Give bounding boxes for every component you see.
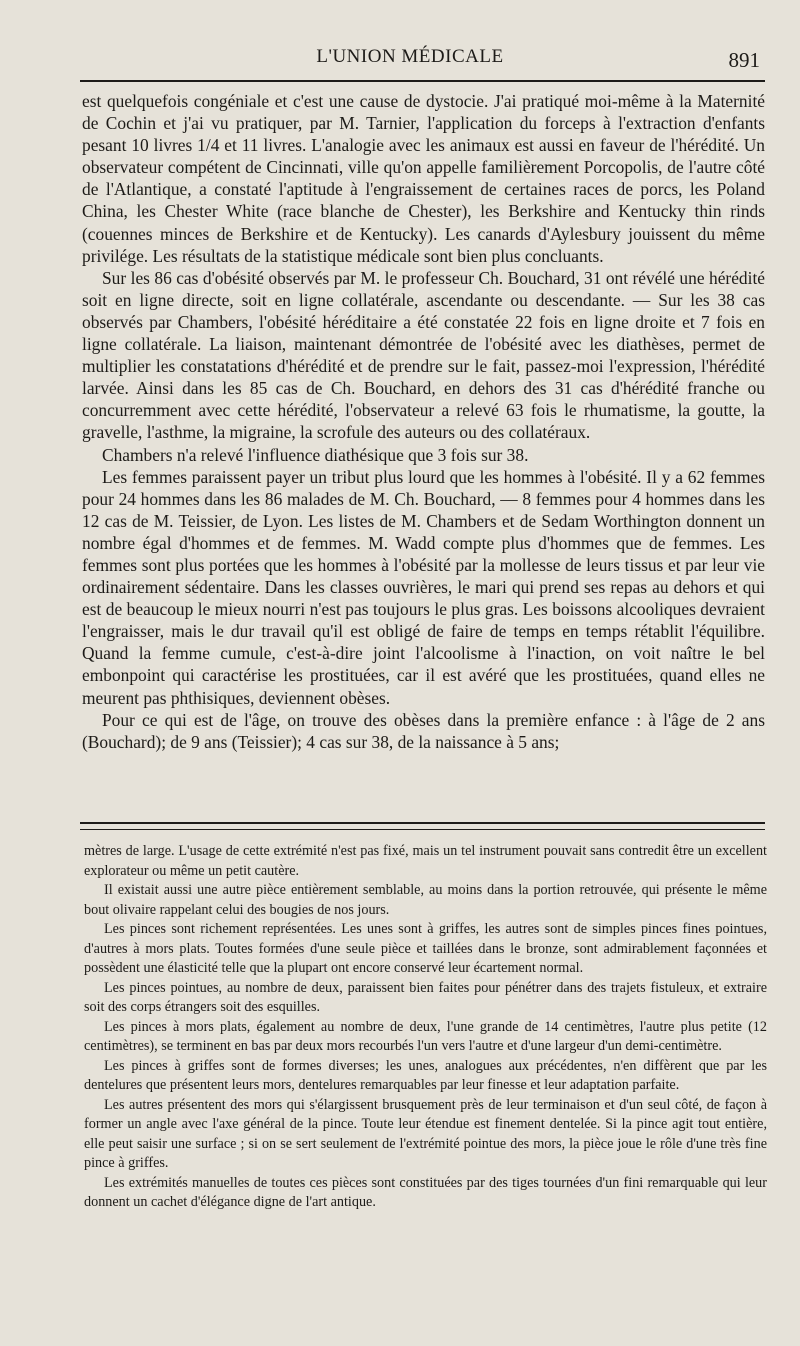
note-paragraph-7: Les autres présentent des mors qui s'élargissent brusquement près de leur terminaison et d'un seul côté, de façon à former un angle avec l'axe général de la pince. Toute leur étendue est finement dentelée. Si la pince agit tout entière, elle peut saisir une surface ; si on se sert seulement de l'extrémité pointue des mors, la pièce joue le rôle d'une très fine pince à griffes. xyxy=(84,1096,767,1171)
running-header-title: L'UNION MÉDICALE xyxy=(316,46,504,67)
main-paragraph-2: Sur les 86 cas d'obésité observés par M. le professeur Ch. Bouchard, 31 ont révélé une hérédité soit en ligne directe, soit en ligne collatérale, ascendante ou descendante. — Sur les 38 cas observés par Chambers, l'obésité héréditaire a été constatée 22 fois en ligne droite et 7 fois en ligne collatérale. La liaison, maintenant démontrée de l'obésité avec les diathèses, permet de multiplier les constatations d'hérédité et de prendre sur le fait, passez-moi l'expression, l'hérédité larvée. Ainsi dans les 85 cas de Ch. Bouchard, en dehors des 31 cas d'hérédité franche ou concurremment avec cette hérédité, l'observateur a relevé 63 fois le rhumatisme, la goutte, la gravelle, l'asthme, la migraine, la scrofule des auteurs ou des collatéraux. xyxy=(82,267,765,443)
note-paragraph-1: mètres de large. L'usage de cette extrémité n'est pas fixé, mais un tel instrument pouvait sans contredit être un excellent explorateur ou même un petit cautère. xyxy=(84,843,767,879)
header-rule xyxy=(80,80,765,82)
footnote-separator-thin-rule xyxy=(80,829,765,830)
footnote-text-column xyxy=(84,842,767,1213)
main-text-column xyxy=(82,90,765,753)
note-paragraph-2: Il existait aussi une autre pièce entièrement semblable, au moins dans la portion retrouvée, qui présente le même bout olivaire rappelant celui des bougies de nos jours. xyxy=(84,882,767,918)
note-paragraph-3: Les pinces sont richement représentées. Les unes sont à griffes, les autres sont de simples pinces fines pointues, d'autres à mors plats. Toutes formées d'une seule pièce et taillées dans le bronze, sont admirablement façonnées et possèdent une élasticité telle que la plupart ont encore conservé leur écartement normal. xyxy=(84,921,767,976)
note-paragraph-6: Les pinces à griffes sont de formes diverses; les unes, analogues aux précédentes, n'en diffèrent que par les dentelures que présentent leurs mors, dentelures remarquables par leur finesse et leur adaptation parfaite. xyxy=(84,1057,767,1093)
main-paragraph-1: est quelquefois congéniale et c'est une cause de dystocie. J'ai pratiqué moi-même à la Maternité de Cochin et j'ai vu pratiquer, par M. Tarnier, l'application du forceps à l'extraction d'enfants pesant 10 livres 1/4 et 11 livres. L'analogie avec les animaux est aussi en faveur de l'hérédité. Un observateur compétent de Cincinnati, ville qu'on appelle familièrement Porcopolis, de l'autre côté de l'Atlantique, a constaté l'aptitude à l'engraissement de certaines races de porcs, les Poland China, les Chester White (race blanche de Chester), les Berkshire and Kentucky thin rinds (couennes minces de Berkshire et de Kentucky). Les canards d'Aylesbury jouissent du même privilége. Les résultats de la statistique médicale sont bien plus concluants. xyxy=(82,91,765,266)
main-paragraph-3: Chambers n'a relevé l'influence diathésique que 3 fois sur 38. xyxy=(102,444,529,465)
footnote-separator-rule xyxy=(80,822,765,824)
main-paragraph-5: Pour ce qui est de l'âge, on trouve des obèses dans la première enfance : à l'âge de 2 ans (Bouchard); de 9 ans (Teissier); 4 cas sur 38, de la naissance à 5 ans; xyxy=(82,709,765,752)
page-number: 891 xyxy=(728,48,760,72)
note-paragraph-8: Les extrémités manuelles de toutes ces pièces sont constituées par des tiges tournées d'un fini remarquable qui leur donnent un cachet d'élégance digne de l'art antique. xyxy=(84,1174,767,1210)
note-paragraph-4: Les pinces pointues, au nombre de deux, paraissent bien faites pour pénétrer dans des trajets fistuleux, et extraire soit des corps étrangers soit des esquilles. xyxy=(84,979,767,1015)
main-paragraph-4: Les femmes paraissent payer un tribut plus lourd que les hommes à l'obésité. Il y a 62 femmes pour 24 hommes dans les 86 malades de M. Ch. Bouchard, — 8 femmes pour 4 hommes dans les 12 cas de M. Teissier, de Lyon. Les listes de M. Chambers et de Sedam Worthington donnent un nombre égal d'hommes et de femmes. M. Wadd compte plus d'hommes que de femmes. Les femmes sont plus portées que les hommes à l'obésité par la mollesse de leurs tissus et par leur vie ordinairement sédentaire. Dans les classes ouvrières, le mari qui prend ses repas au dehors et qui est de beaucoup le mieux nourri n'est pas toujours le plus gras. Les boissons alcooliques devraient l'engraisser, mais le dur travail qu'il est obligé de faire de temps en temps rétablit l'équilibre. Quand la femme cumule, c'est-à-dire joint l'alcoolisme à l'inaction, on voit naître le bel embonpoint qui caractérise les prostituées, car il est avéré que les prostituées, quand elles ne meurent pas phthisiques, deviennent obèses. xyxy=(82,466,765,708)
note-paragraph-5: Les pinces à mors plats, également au nombre de deux, l'une grande de 14 centimètres, l'autre plus petite (12 centimètres), se terminent en bas par deux mors recourbés l'un vers l'autre et d'une largeur d'un demi-centimètre. xyxy=(84,1018,767,1054)
